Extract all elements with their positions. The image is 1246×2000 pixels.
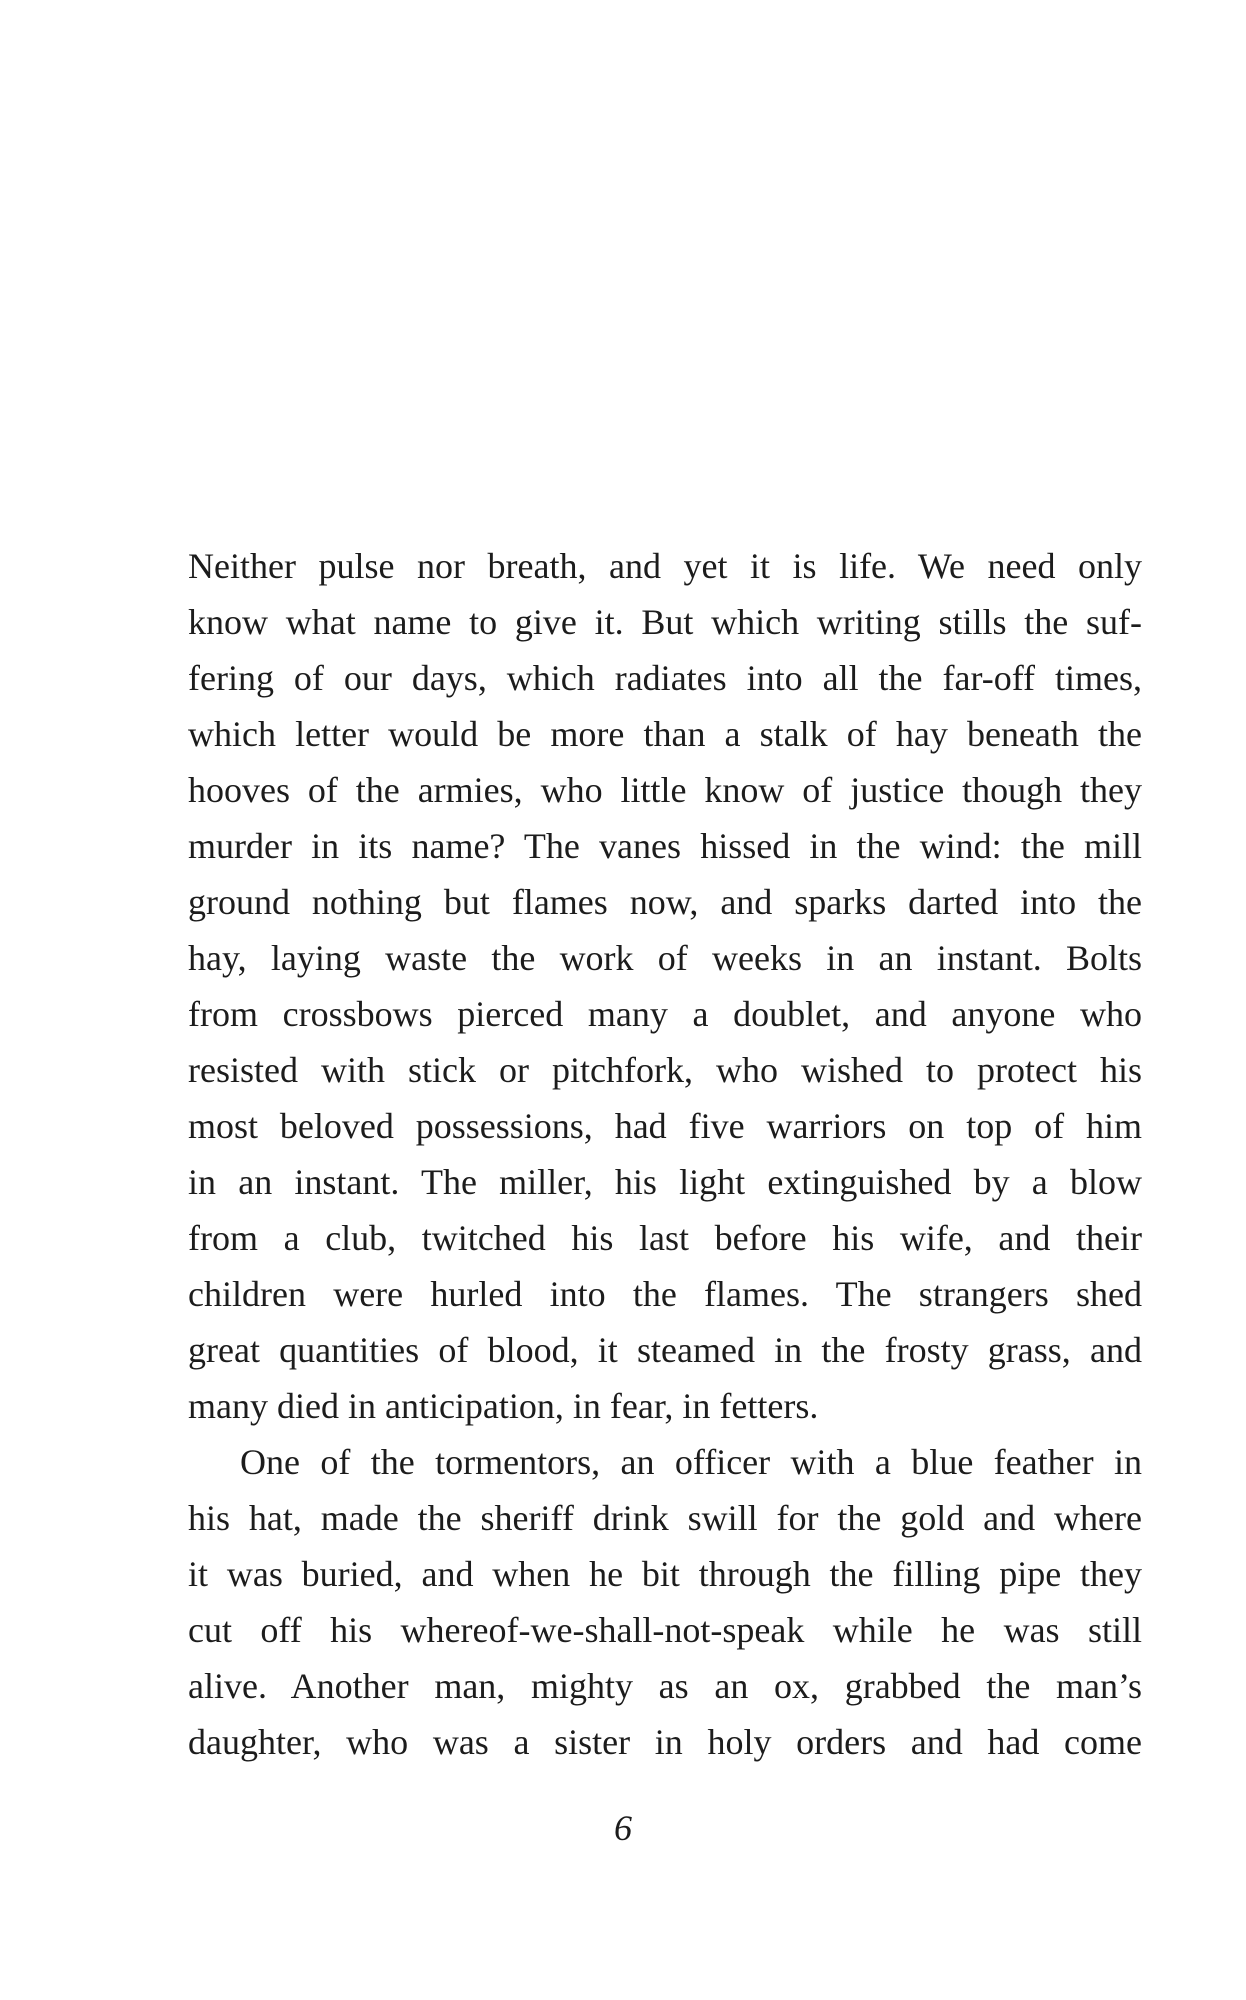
text-line: fering of our days, which radiates into all the far-off times, [188, 658, 1142, 698]
text-line: hooves of the armies, who little know of justice though they [188, 770, 1142, 810]
paragraph-1 [188, 538, 1142, 1434]
text-line: murder in its name? The vanes hissed in the wind: the mill [188, 826, 1142, 866]
text-line: children were hurled into the flames. The strangers shed [188, 1274, 1142, 1314]
text-line: most beloved possessions, had five warriors on top of him [188, 1106, 1142, 1146]
text-line: many died in anticipation, in fear, in fetters. [188, 1386, 819, 1426]
paragraph-2 [188, 1434, 1142, 1770]
text-line: from crossbows pierced many a doublet, and anyone who [188, 994, 1142, 1034]
text-line: hay, laying waste the work of weeks in an instant. Bolts [188, 938, 1142, 978]
text-line: know what name to give it. But which writing stills the suf- [188, 602, 1142, 642]
text-line: cut off his whereof-we-shall-not-speak while he was still [188, 1610, 1142, 1650]
text-line: which letter would be more than a stalk of hay beneath the [188, 714, 1142, 754]
text-line: alive. Another man, mighty as an ox, grabbed the man’s [188, 1666, 1142, 1706]
text-line: from a club, twitched his last before his wife, and their [188, 1218, 1142, 1258]
text-line: great quantities of blood, it steamed in the frosty grass, and [188, 1330, 1142, 1370]
text-line: Neither pulse nor breath, and yet it is life. We need only [188, 546, 1142, 586]
text-line: it was buried, and when he bit through the filling pipe they [188, 1554, 1142, 1594]
text-line: resisted with stick or pitchfork, who wished to protect his [188, 1050, 1142, 1090]
text-line: his hat, made the sheriff drink swill for the gold and where [188, 1498, 1142, 1538]
text-line: in an instant. The miller, his light extinguished by a blow [188, 1162, 1142, 1202]
text-line: One of the tormentors, an officer with a blue feather in [240, 1442, 1142, 1482]
body-text [188, 538, 1142, 1770]
text-line: ground nothing but flames now, and sparks darted into the [188, 882, 1142, 922]
text-line: daughter, who was a sister in holy orders and had come [188, 1722, 1142, 1762]
page-number: 6 [614, 1808, 632, 1848]
